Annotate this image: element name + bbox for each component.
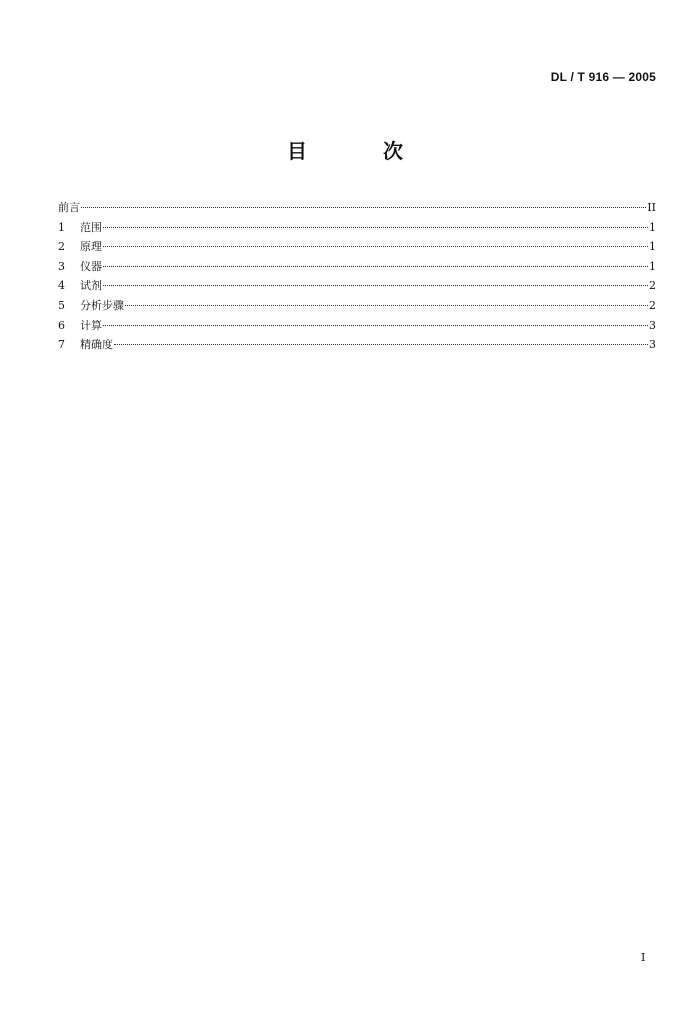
toc-entry-number: 7 [58, 338, 65, 352]
toc-leader-dots [103, 227, 648, 228]
toc-entry-number: 4 [58, 279, 65, 293]
toc-entry-number: 3 [58, 259, 65, 273]
toc-entry-scope[interactable] [58, 218, 656, 238]
toc-entry-label: 仪器 [80, 259, 102, 273]
toc-entry-principle[interactable] [58, 237, 656, 257]
toc-entry-page: 1 [649, 259, 656, 273]
toc-leader-dots [81, 207, 646, 208]
toc-entry-precision[interactable] [58, 335, 656, 355]
toc-entry-page: II [647, 201, 656, 214]
toc-entry-number: 6 [58, 318, 65, 332]
toc-leader-dots [103, 325, 648, 326]
toc-entry-analysis-steps[interactable] [58, 296, 656, 316]
toc-leader-dots [114, 344, 648, 345]
toc-entry-page: 1 [649, 240, 656, 254]
toc-entry-instruments[interactable] [58, 257, 656, 277]
toc-entry-label: 精确度 [80, 338, 113, 352]
standard-code: DL / T 916 — 2005 [550, 70, 656, 84]
page-number: I [641, 951, 646, 964]
toc-entry-label: 原理 [80, 240, 102, 254]
toc-entry-number: 1 [58, 220, 65, 234]
table-of-contents [58, 198, 656, 355]
toc-entry-page: 2 [649, 298, 656, 312]
toc-entry-label: 范围 [80, 220, 102, 234]
toc-leader-dots [125, 305, 648, 306]
toc-title: 目 次 [287, 139, 431, 163]
toc-entry-calculation[interactable] [58, 316, 656, 336]
toc-leader-dots [103, 246, 648, 247]
toc-entry-page: 3 [649, 338, 656, 352]
toc-entry-page: 3 [649, 318, 656, 332]
toc-entry-label: 分析步骤 [80, 298, 124, 312]
toc-entry-page: 2 [649, 279, 656, 293]
toc-entry-page: 1 [649, 220, 656, 234]
toc-leader-dots [103, 266, 648, 267]
toc-entry-label: 试剂 [80, 279, 102, 293]
toc-entry-number: 2 [58, 240, 65, 254]
toc-entry-label: 计算 [80, 318, 102, 332]
toc-leader-dots [103, 285, 648, 286]
toc-entry-reagents[interactable] [58, 276, 656, 296]
toc-entry-label: 前言 [58, 201, 80, 214]
toc-entry-preface[interactable] [58, 198, 656, 218]
toc-entry-number: 5 [58, 298, 65, 312]
